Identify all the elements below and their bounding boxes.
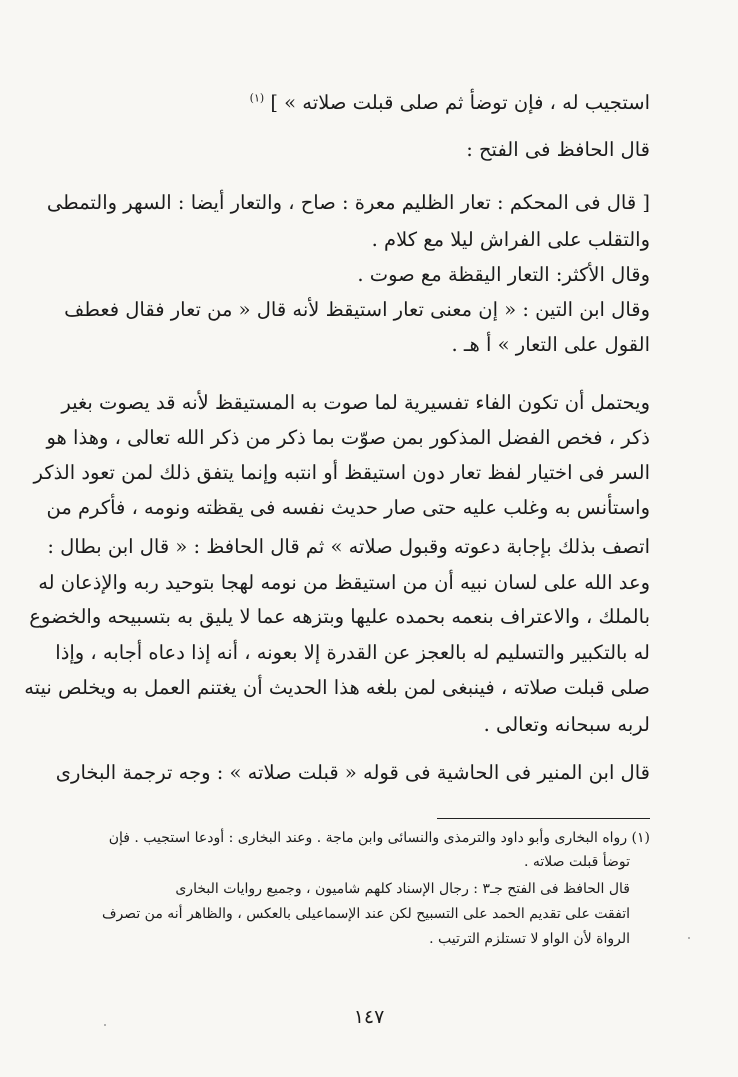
text-line-17: لربه سبحانه وتعالى . <box>483 713 650 736</box>
text-line-9: ذكر ، فخص الفضل المذكور بمن صوّت بما ذكر من ذكر الله تعالى ، وهذا هو <box>46 426 650 449</box>
footnote-reference: (١) <box>249 91 265 105</box>
text-line-10: السر فى اختيار لفظ تعار دون استيقظ أو انتبه وإنما يتفق ذلك لمن تعود الذكر <box>33 461 650 484</box>
text-line-1-content: استجيب له ، فإن توضأ ثم صلى قبلت صلاته » ] <box>270 91 650 114</box>
text-line-6: وقال ابن التين : « إن معنى تعار استيقظ لأنه قال « من تعار فقال فعطف <box>64 298 650 321</box>
text-line-2: قال الحافظ فى الفتح : <box>466 138 650 161</box>
footnote-line-2: توضأ قبلت صلاته . <box>523 854 630 870</box>
footnote-line-3: قال الحافظ فى الفتح جـ٣ : رجال الإسناد كلهم شاميون ، وجميع روايات البخارى <box>175 881 630 897</box>
footnote-line-5: الرواة لأن الواو لا تستلزم الترتيب . <box>429 931 630 947</box>
text-line-18: قال ابن المنير فى الحاشية فى قوله « قبلت صلاته » : وجه ترجمة البخارى <box>55 761 650 784</box>
text-line-15: له بالتكبير والتسليم له بالعجز عن القدرة إلا بعونه ، أنه إذا دعاه أجابه ، وإذا <box>55 641 650 664</box>
text-line-14: بالملك ، والاعتراف بنعمه بحمده عليها وبتزهه عما لا يليق به بتسبيحه والخضوع <box>29 605 650 628</box>
text-line-4: والتقلب على الفراش ليلا مع كلام . <box>371 228 650 251</box>
scan-speck <box>688 937 690 939</box>
footnote-line-1: (١) رواه البخارى وأبو داود والترمذى والنسائى وابن ماجة . وعند البخارى : أودعا استجيب . فإن <box>108 830 650 846</box>
text-line-12: اتصف بذلك بإجابة دعوته وقبول صلاته » ثم قال الحافظ : « قال ابن بطال : <box>47 535 650 558</box>
text-line-3: [ قال فى المحكم : تعار الظليم معرة : صاح ، والتعار أيضا : السهر والتمطى <box>46 191 650 214</box>
text-line-16: صلى قبلت صلاته ، فينبغى لمن بلغه هذا الحديث أن يغتنم العمل به ويخلص نيته <box>24 676 650 699</box>
text-line-8: ويحتمل أن تكون الفاء تفسيرية لما صوت به المستيقظ لأنه قد يصوت بغير <box>61 391 650 414</box>
scan-speck <box>104 1024 106 1026</box>
page-number: ١٤٧ <box>353 1006 385 1028</box>
footnote-divider <box>437 818 650 819</box>
text-line-1 <box>90 86 650 120</box>
text-line-5: وقال الأكثر: التعار اليقظة مع صوت . <box>357 263 650 286</box>
text-line-13: وعد الله على لسان نبيه أن من استيقظ من نومه لهجا بتوحيد ربه والإذعان له <box>38 571 650 594</box>
text-line-7: القول على التعار » أ هـ . <box>451 333 650 356</box>
footnote-line-4: اتفقت على تقديم الحمد على التسبيح لكن عند الإسماعيلى بالعكس ، والظاهر أنه من تصرف <box>101 906 630 922</box>
text-line-11: واستأنس به وغلب عليه حتى صار حديث نفسه فى يقظته ونومه ، فأكرم من <box>46 496 650 519</box>
